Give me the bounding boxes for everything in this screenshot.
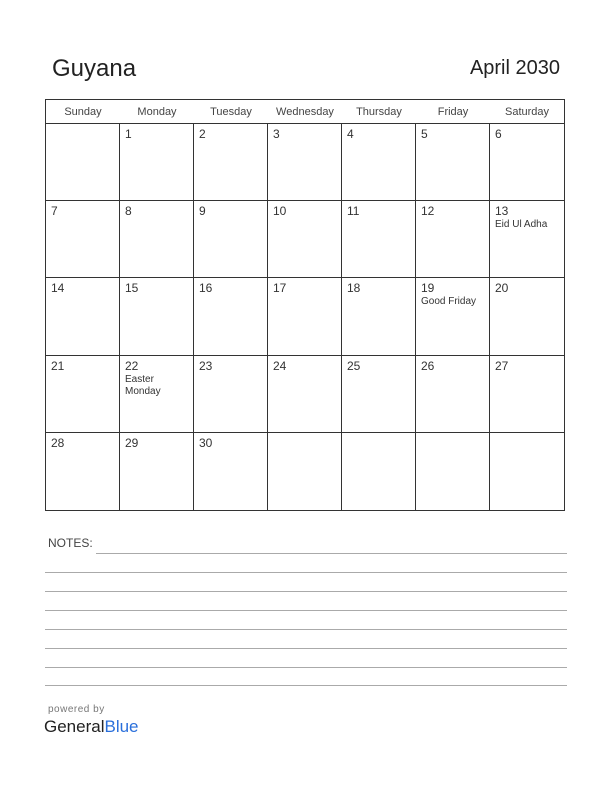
note-line bbox=[45, 629, 567, 630]
day-cell bbox=[120, 278, 194, 355]
month-title: April 2030 bbox=[469, 57, 560, 79]
note-line bbox=[45, 648, 567, 649]
day-cell bbox=[342, 124, 416, 201]
day-number: 21 bbox=[51, 358, 65, 373]
day-cell bbox=[46, 433, 120, 510]
weekday-header: Monday bbox=[120, 100, 194, 124]
day-cell bbox=[46, 201, 120, 278]
day-cell bbox=[268, 201, 342, 278]
note-line bbox=[45, 685, 567, 686]
weekday-header: Thursday bbox=[342, 100, 416, 124]
day-cell bbox=[490, 433, 564, 510]
day-cell bbox=[268, 278, 342, 355]
day-number: 11 bbox=[347, 204, 360, 219]
day-cell bbox=[194, 433, 268, 510]
day-number: 22 bbox=[125, 358, 139, 373]
day-cell bbox=[416, 124, 490, 201]
day-cell bbox=[490, 124, 564, 201]
day-cell bbox=[416, 201, 490, 278]
note-line bbox=[45, 591, 567, 592]
holiday-label: Good Friday bbox=[421, 296, 477, 308]
day-cell bbox=[120, 124, 194, 201]
day-number: 24 bbox=[273, 358, 287, 373]
weekday-header: Friday bbox=[416, 100, 490, 124]
day-number: 5 bbox=[421, 127, 428, 141]
day-number: 9 bbox=[199, 204, 206, 219]
note-line bbox=[96, 553, 567, 554]
day-number: 20 bbox=[495, 281, 509, 296]
note-line bbox=[45, 667, 567, 668]
brand-blue: Blue bbox=[104, 717, 139, 736]
brand-general: General bbox=[44, 717, 105, 736]
note-line bbox=[45, 610, 567, 611]
day-cell bbox=[342, 356, 416, 433]
day-cell bbox=[120, 201, 194, 278]
day-number: 26 bbox=[421, 358, 435, 373]
day-cell bbox=[416, 356, 490, 433]
day-cell bbox=[268, 356, 342, 433]
day-cell bbox=[194, 356, 268, 433]
country-title: Guyana bbox=[52, 55, 137, 82]
note-line bbox=[45, 572, 567, 573]
day-cell bbox=[268, 433, 342, 510]
day-number: 19 bbox=[421, 281, 435, 296]
calendar-grid bbox=[45, 99, 565, 511]
generalblue-logo bbox=[44, 717, 139, 737]
day-number: 13 bbox=[495, 204, 509, 219]
day-cell bbox=[342, 278, 416, 355]
weekday-header: Sunday bbox=[46, 100, 120, 124]
holiday-label: Easter Monday bbox=[125, 373, 161, 397]
day-number: 18 bbox=[347, 281, 361, 296]
weekday-header: Tuesday bbox=[194, 100, 268, 124]
day-cell bbox=[46, 278, 120, 355]
day-cell bbox=[490, 278, 564, 355]
day-cell bbox=[120, 433, 194, 510]
day-number: 3 bbox=[273, 127, 280, 141]
powered-by-text: powered by bbox=[48, 704, 105, 715]
day-number: 1 bbox=[125, 127, 132, 141]
day-cell bbox=[342, 201, 416, 278]
day-cell bbox=[490, 201, 564, 278]
day-number: 7 bbox=[51, 204, 58, 219]
day-number: 29 bbox=[125, 435, 139, 450]
day-number: 12 bbox=[421, 204, 435, 219]
day-cell bbox=[46, 356, 120, 433]
notes-label: NOTES: bbox=[48, 536, 93, 550]
day-cell bbox=[194, 124, 268, 201]
holiday-label: Eid Ul Adha bbox=[495, 219, 548, 231]
day-cell bbox=[120, 356, 194, 433]
day-number: 25 bbox=[347, 358, 361, 373]
day-cell bbox=[194, 278, 268, 355]
day-cell bbox=[416, 433, 490, 510]
weekday-header: Saturday bbox=[490, 100, 564, 124]
day-cell bbox=[268, 124, 342, 201]
day-cell bbox=[342, 433, 416, 510]
day-number: 28 bbox=[51, 435, 65, 450]
day-number: 27 bbox=[495, 358, 509, 373]
day-number: 30 bbox=[199, 435, 213, 450]
weekday-header: Wednesday bbox=[268, 100, 342, 124]
day-number: 15 bbox=[125, 281, 139, 296]
day-cell bbox=[194, 201, 268, 278]
day-number: 14 bbox=[51, 281, 65, 296]
day-number: 6 bbox=[495, 127, 502, 141]
day-number: 2 bbox=[199, 127, 206, 141]
day-cell bbox=[46, 124, 120, 201]
day-cell bbox=[490, 356, 564, 433]
day-number: 23 bbox=[199, 358, 213, 373]
day-number: 8 bbox=[125, 204, 132, 219]
day-number: 10 bbox=[273, 204, 287, 219]
day-number: 16 bbox=[199, 281, 213, 296]
day-cell bbox=[416, 278, 490, 355]
day-number: 4 bbox=[347, 127, 354, 141]
day-number: 17 bbox=[273, 281, 287, 296]
